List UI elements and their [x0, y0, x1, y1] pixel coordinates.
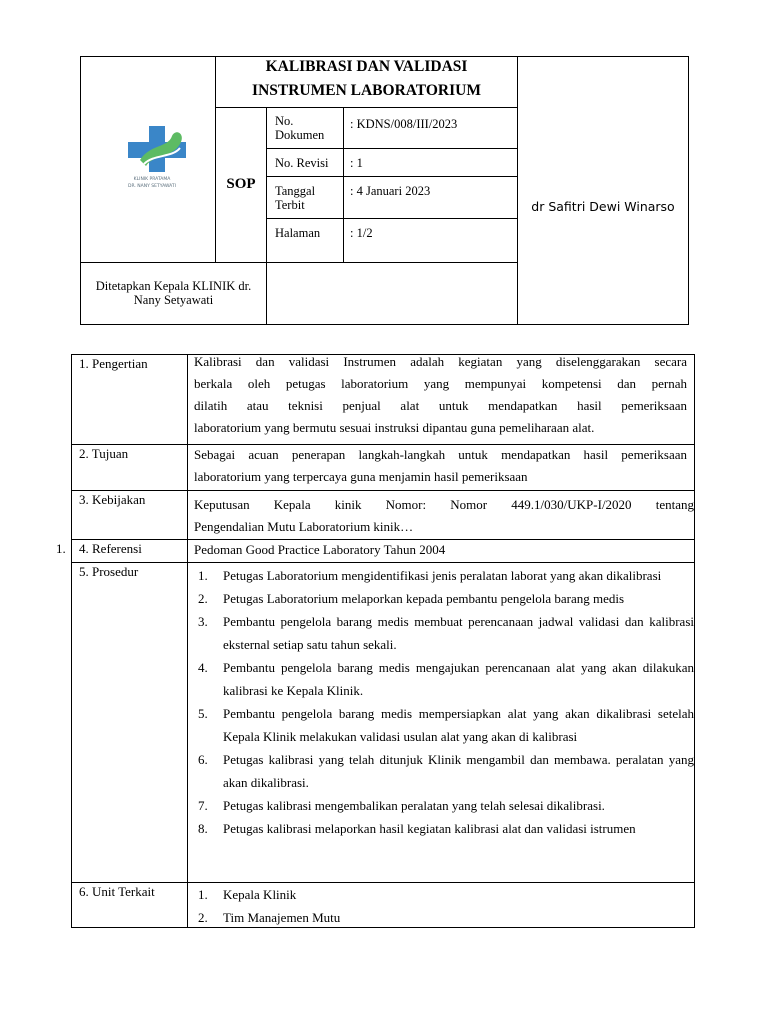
svg-text:KLINIK PRATAMA: KLINIK PRATAMA — [133, 177, 171, 182]
document-title — [216, 55, 517, 103]
section-label-pengertian: 1. Pengertian — [79, 356, 148, 371]
section-label-unit-terkait: 6. Unit Terkait — [79, 884, 155, 899]
section-label-tujuan: 2. Tujuan — [79, 446, 129, 461]
list-item: 2. Tim Manajemen Mutu — [198, 910, 341, 925]
section-label-kebijakan: 3. Kebijakan — [79, 492, 146, 507]
field-label-tanggal-terbit: Tanggal Terbit — [275, 184, 316, 212]
section-text-referensi: Pedoman Good Practice Laboratory Tahun 2004 — [194, 542, 446, 557]
list-item: 4. Pembantu pengelola barang medis mengajukan perencanaan alat yang akan dilakukan kalibrasi ke Kepala Klinik. — [198, 660, 694, 698]
referensi-outer-number: 1. — [56, 541, 66, 556]
signer-name: dr Safitri Dewi Winarso — [531, 199, 675, 214]
established-by: Ditetapkan Kepala KLINIK dr. Nany Setyawati — [95, 279, 252, 307]
section-label-prosedur: 5. Prosedur — [79, 564, 139, 579]
sop-label: SOP — [226, 176, 256, 192]
section-label-referensi: 4. Referensi — [79, 541, 142, 556]
list-item: 1. Petugas Laboratorium mengidentifikasi jenis peralatan laborat yang akan dikalibrasi — [198, 568, 662, 583]
svg-text:DR. NANY SETYAWATI: DR. NANY SETYAWATI — [128, 184, 176, 189]
field-label-no-dokumen: No. Dokumen — [275, 114, 325, 142]
list-item: 1. Kepala Klinik — [198, 887, 297, 902]
list-item: 7. Petugas kalibrasi mengembalikan peralatan yang telah selesai dikalibrasi. — [198, 798, 605, 813]
unit-terkait-list — [198, 883, 598, 929]
field-value-tanggal-terbit: : 4 Januari 2023 — [350, 184, 431, 198]
list-item: 5. Pembantu pengelola barang medis mempersiapkan alat yang akan dikalibrasi setelah Kepala Klinik melakukan validasi usulan alat yang akan di kalibrasi — [198, 706, 694, 744]
list-item: 6. Petugas kalibrasi yang telah ditunjuk Klinik mengambil dan membawa. peralatan yang akan dikalibrasi. — [198, 752, 694, 790]
title-line-1: KALIBRASI DAN VALIDASI — [265, 58, 468, 75]
field-value-no-revisi: : 1 — [350, 156, 363, 170]
section-text-tujuan: Sebagai acuan penerapan langkah-langkah untuk mendapatkan hasil pemeriksaan laboratorium yang terpercaya guna menjamin hasil pemeriksaan — [194, 447, 687, 484]
list-item: 3. Pembantu pengelola barang medis membuat perencanaan jadwal validasi dan kalibrasi eksternal setiap satu tahun sekali. — [198, 614, 694, 652]
list-item: 2. Petugas Laboratorium melaporkan kepada pembantu pengelola barang medis — [198, 591, 625, 606]
field-value-no-dokumen: : KDNS/008/III/2023 — [350, 117, 458, 131]
field-label-halaman: Halaman — [275, 226, 321, 240]
section-text-pengertian: Kalibrasi dan validasi Instrumen adalah kegiatan yang diselenggarakan secara berkala oleh petugas laboratorium yang mempunyai kompetensi dan pernah dilatih atau teknisi penjual alat untuk mendapatkan hasil pemeriksaan laboratorium yang bermutu sesuai instruksi dipantau guna pemeliharaan alat. — [194, 354, 687, 435]
list-item: 8. Petugas kalibrasi melaporkan hasil kegiatan kalibrasi alat dan validasi istrumen — [198, 821, 636, 836]
prosedur-steps — [198, 564, 694, 840]
clinic-cross-logo-icon — [110, 114, 195, 196]
section-text-kebijakan: Keputusan Kepala kinik Nomor: Nomor 449.1/030/UKP-I/2020 tentang Pengendalian Mutu Laboratorium kinik… — [194, 497, 694, 534]
title-line-2: INSTRUMEN LABORATORIUM — [252, 82, 481, 99]
clinic-logo — [110, 114, 195, 196]
field-value-halaman: : 1/2 — [350, 226, 373, 240]
field-label-no-revisi: No. Revisi — [275, 156, 329, 170]
